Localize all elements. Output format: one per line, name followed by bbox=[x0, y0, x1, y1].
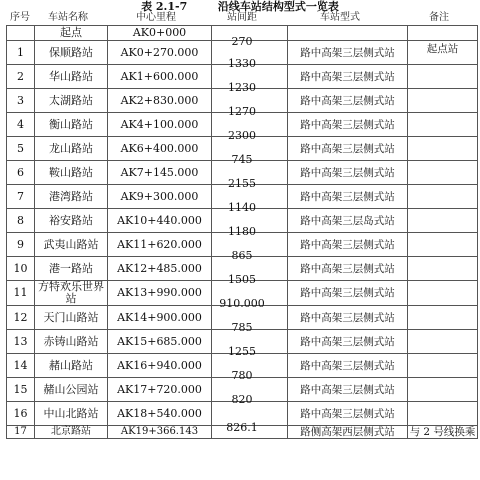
index-cell: 11 bbox=[7, 281, 35, 306]
station-type-cell: 路中高架三层侧式站 bbox=[288, 281, 408, 306]
header-index: 序号 bbox=[10, 12, 30, 23]
station-spacing-value: 1505 bbox=[228, 273, 256, 286]
index-cell: 9 bbox=[7, 233, 35, 257]
remarks-cell bbox=[408, 161, 478, 185]
index-cell: 6 bbox=[7, 161, 35, 185]
header-station-name: 车站名称 bbox=[48, 12, 88, 23]
station-name-cell: 太湖路站 bbox=[35, 89, 108, 113]
remarks-cell bbox=[408, 281, 478, 306]
mileage-cell: AK0+270.000 bbox=[108, 41, 212, 65]
station-name-cell: 裕安路站 bbox=[35, 209, 108, 233]
station-name-cell: 鞍山路站 bbox=[35, 161, 108, 185]
station-spacing-value: 1180 bbox=[228, 225, 256, 238]
remarks-cell: 与 2 号线换乘 bbox=[408, 426, 478, 439]
station-name-cell: 赭山路站 bbox=[35, 354, 108, 378]
mileage-cell: AK6+400.000 bbox=[108, 137, 212, 161]
station-type-cell: 路中高架三层侧式站 bbox=[288, 402, 408, 426]
index-cell: 14 bbox=[7, 354, 35, 378]
station-type-cell: 路中高架三层侧式站 bbox=[288, 65, 408, 89]
start-type-cell bbox=[288, 26, 408, 41]
start-mileage-cell: AK0+000 bbox=[108, 26, 212, 41]
station-type-cell: 路中高架三层侧式站 bbox=[288, 354, 408, 378]
table-caption: 表 2.1-7 沿线车站结构型式一览表 bbox=[141, 0, 339, 13]
station-spacing-value: 1255 bbox=[228, 345, 256, 358]
station-type-cell: 路中高架三层侧式站 bbox=[288, 378, 408, 402]
station-spacing-value: 1230 bbox=[228, 81, 256, 94]
index-cell: 15 bbox=[7, 378, 35, 402]
station-name-cell: 方特欢乐世界站 bbox=[35, 281, 108, 306]
station-type-cell: 路中高架三层侧式站 bbox=[288, 137, 408, 161]
mileage-cell: AK7+145.000 bbox=[108, 161, 212, 185]
header-center-mileage: 中心里程 bbox=[136, 12, 176, 23]
station-spacing-value: 865 bbox=[231, 249, 253, 262]
station-spacing-value: 745 bbox=[231, 153, 253, 166]
station-name-cell: 赤铸山路站 bbox=[35, 330, 108, 354]
station-name-cell: 保顺路站 bbox=[35, 41, 108, 65]
station-name-cell: 北京路站 bbox=[35, 426, 108, 439]
station-name-cell: 龙山路站 bbox=[35, 137, 108, 161]
remarks-cell bbox=[408, 330, 478, 354]
mileage-cell: AK10+440.000 bbox=[108, 209, 212, 233]
station-spacing-value: 780 bbox=[231, 369, 253, 382]
station-type-cell: 路中高架三层侧式站 bbox=[288, 161, 408, 185]
mileage-cell: AK13+990.000 bbox=[108, 281, 212, 306]
remarks-cell bbox=[408, 402, 478, 426]
index-cell: 3 bbox=[7, 89, 35, 113]
mileage-cell: AK18+540.000 bbox=[108, 402, 212, 426]
index-cell: 12 bbox=[7, 306, 35, 330]
station-type-cell: 路中高架三层侧式站 bbox=[288, 41, 408, 65]
station-spacing-value: 1270 bbox=[228, 105, 256, 118]
remarks-cell bbox=[408, 306, 478, 330]
remarks-cell bbox=[408, 354, 478, 378]
station-spacing-value: 2300 bbox=[228, 129, 256, 142]
station-type-cell: 路中高架三层侧式站 bbox=[288, 113, 408, 137]
mileage-cell: AK16+940.000 bbox=[108, 354, 212, 378]
index-cell: 17 bbox=[7, 426, 35, 439]
station-spacing-value: 820 bbox=[231, 393, 253, 406]
station-spacing-value: 270 bbox=[231, 35, 253, 48]
mileage-cell: AK19+366.143 bbox=[108, 426, 212, 439]
remarks-cell bbox=[408, 209, 478, 233]
station-spacing-value: 826.1 bbox=[226, 421, 258, 434]
mileage-cell: AK14+900.000 bbox=[108, 306, 212, 330]
mileage-cell: AK2+830.000 bbox=[108, 89, 212, 113]
index-cell: 13 bbox=[7, 330, 35, 354]
station-type-cell: 路中高架三层岛式站 bbox=[288, 209, 408, 233]
station-type-cell: 路中高架三层侧式站 bbox=[288, 233, 408, 257]
index-cell: 8 bbox=[7, 209, 35, 233]
mileage-cell: AK15+685.000 bbox=[108, 330, 212, 354]
remarks-cell bbox=[408, 137, 478, 161]
header-station-type: 车站型式 bbox=[320, 12, 360, 23]
remarks-cell bbox=[408, 113, 478, 137]
station-spacing-value: 1140 bbox=[228, 201, 256, 214]
remarks-cell bbox=[408, 378, 478, 402]
station-spacing-value: 2155 bbox=[228, 177, 256, 190]
index-cell: 16 bbox=[7, 402, 35, 426]
station-name-cell: 中山北路站 bbox=[35, 402, 108, 426]
station-type-cell: 路中高架三层侧式站 bbox=[288, 257, 408, 281]
station-spacing-value: 1330 bbox=[228, 57, 256, 70]
index-cell: 5 bbox=[7, 137, 35, 161]
station-name-cell: 武夷山路站 bbox=[35, 233, 108, 257]
mileage-cell: AK1+600.000 bbox=[108, 65, 212, 89]
start-index-cell bbox=[7, 26, 35, 41]
remarks-cell bbox=[408, 257, 478, 281]
start-note-cell bbox=[408, 26, 478, 41]
station-name-cell: 赭山公园站 bbox=[35, 378, 108, 402]
mileage-cell: AK17+720.000 bbox=[108, 378, 212, 402]
remarks-cell bbox=[408, 185, 478, 209]
index-cell: 7 bbox=[7, 185, 35, 209]
header-station-spacing: 站间距 bbox=[227, 12, 257, 23]
station-name-cell: 华山路站 bbox=[35, 65, 108, 89]
mileage-cell: AK11+620.000 bbox=[108, 233, 212, 257]
index-cell: 4 bbox=[7, 113, 35, 137]
station-type-cell: 路中高架三层侧式站 bbox=[288, 306, 408, 330]
start-name-cell: 起点 bbox=[35, 26, 108, 41]
remarks-cell bbox=[408, 89, 478, 113]
index-cell: 2 bbox=[7, 65, 35, 89]
station-type-cell: 路中高架三层侧式站 bbox=[288, 185, 408, 209]
mileage-cell: AK12+485.000 bbox=[108, 257, 212, 281]
station-type-cell: 路中高架三层侧式站 bbox=[288, 330, 408, 354]
station-spacing-value: 785 bbox=[231, 321, 253, 334]
station-name-cell: 衡山路站 bbox=[35, 113, 108, 137]
remarks-cell bbox=[408, 65, 478, 89]
mileage-cell: AK4+100.000 bbox=[108, 113, 212, 137]
station-spacing-value: 910.000 bbox=[219, 297, 265, 310]
station-type-cell: 路侧高架西层侧式站 bbox=[288, 426, 408, 439]
index-cell: 1 bbox=[7, 41, 35, 65]
index-cell: 10 bbox=[7, 257, 35, 281]
station-name-cell: 港一路站 bbox=[35, 257, 108, 281]
station-name-cell: 港湾路站 bbox=[35, 185, 108, 209]
station-type-cell: 路中高架三层侧式站 bbox=[288, 89, 408, 113]
mileage-cell: AK9+300.000 bbox=[108, 185, 212, 209]
remarks-cell: 起点站 bbox=[408, 41, 478, 65]
remarks-cell bbox=[408, 233, 478, 257]
header-remarks: 备注 bbox=[429, 12, 449, 23]
station-name-cell: 天门山路站 bbox=[35, 306, 108, 330]
